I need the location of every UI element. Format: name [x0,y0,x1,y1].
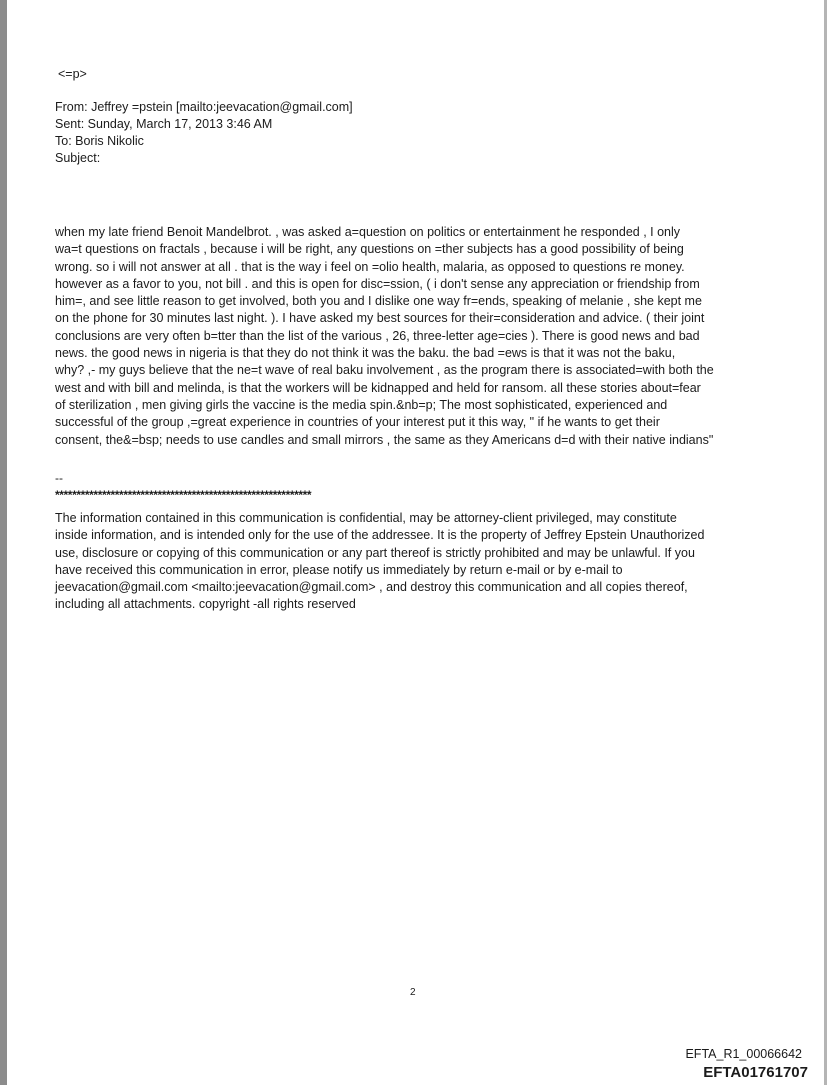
body-line: consent, the&=bsp; needs to use candles and small mirrors , the same as they Americans d=d with their native indians" [55,432,714,447]
signature-separator-stars: ************************************************************ [55,488,312,502]
body-line: why? ,- my guys believe that the ne=t wave of real baku involvement , as the program there is associated=with both the [55,363,714,378]
confidentiality-disclaimer [55,510,775,614]
scan-frame-left-border [0,0,7,1085]
body-line: conclusions are very often b=tter than the list of the various , 26, three-letter age=cies ). There is good news and bad [55,328,700,343]
body-line: news. the good news in nigeria is that they do not think it was the baku. the bad =ews is that it was not the baku, [55,346,676,361]
signature-separator-dash: -- [55,471,63,485]
body-line: on the phone for 30 minutes last night. ). I have asked my best sources for their=consideration and advice. ( their joint [55,311,705,326]
body-line: however as a favor to you, not bill . and this is open for disc=ssion, ( i don't sense any appreciation or friendship from [55,276,700,291]
disclaimer-line: including all attachments. copyright -all rights reserved [55,597,356,612]
body-line: when my late friend Benoit Mandelbrot. , was asked a=question on politics or entertainment he responded , I only [55,225,681,239]
email-subject: Subject: [55,151,101,165]
document-page [8,0,824,1085]
disclaimer-line: inside information, and is intended only for the use of the addressee. It is the property of Jeffrey Epstein Unauthorized [55,528,705,543]
body-line: of sterilization , men giving girls the vaccine is the media spin.&nb=p; The most sophisticated, experienced and [55,397,668,412]
email-header [55,99,755,167]
disclaimer-line: jeevacation@gmail.com <mailto:jeevacation@gmail.com> , and destroy this communication and all copies thereof, [55,580,688,595]
disclaimer-line: use, disclosure or copying of this communication or any part thereof is strictly prohibited and may be unlawful. If you [55,545,695,560]
bates-number-primary: EFTA01761707 [703,1064,808,1081]
disclaimer-line: have received this communication in error, please notify us immediately by return e-mail or by e-mail to [55,562,623,577]
bates-number-secondary: EFTA_R1_00066642 [685,1047,802,1061]
email-to: To: Boris Nikolic [55,134,144,148]
body-line: west and with bill and melinda, is that the workers will be kidnapped and held for ransom. all these stories about=fear [55,380,701,395]
paragraph-marker: <=p> [58,67,87,81]
email-from: From: Jeffrey =pstein [mailto:jeevacation@gmail.com] [55,100,353,114]
email-sent: Sent: Sunday, March 17, 2013 3:46 AM [55,117,273,131]
body-line: successful of the group ,=great experience in countries of your interest put it this way, " if he wants to get their [55,415,660,430]
email-body [55,224,778,449]
body-line: wrong. so i will not answer at all . that is the way i feel on =olio health, malaria, as opposed to questions re money. [55,259,685,274]
body-line: wa=t questions on fractals , because i will be right, any questions on =ther subjects has a good possibility of being [55,242,684,257]
disclaimer-line: The information contained in this communication is confidential, may be attorney-client privileged, may constitute [55,511,677,525]
page-number: 2 [410,987,416,998]
body-line: him=, and see little reason to get involved, both you and I dislike one way fr=ends, speaking of melanie , she kept me [55,294,702,309]
